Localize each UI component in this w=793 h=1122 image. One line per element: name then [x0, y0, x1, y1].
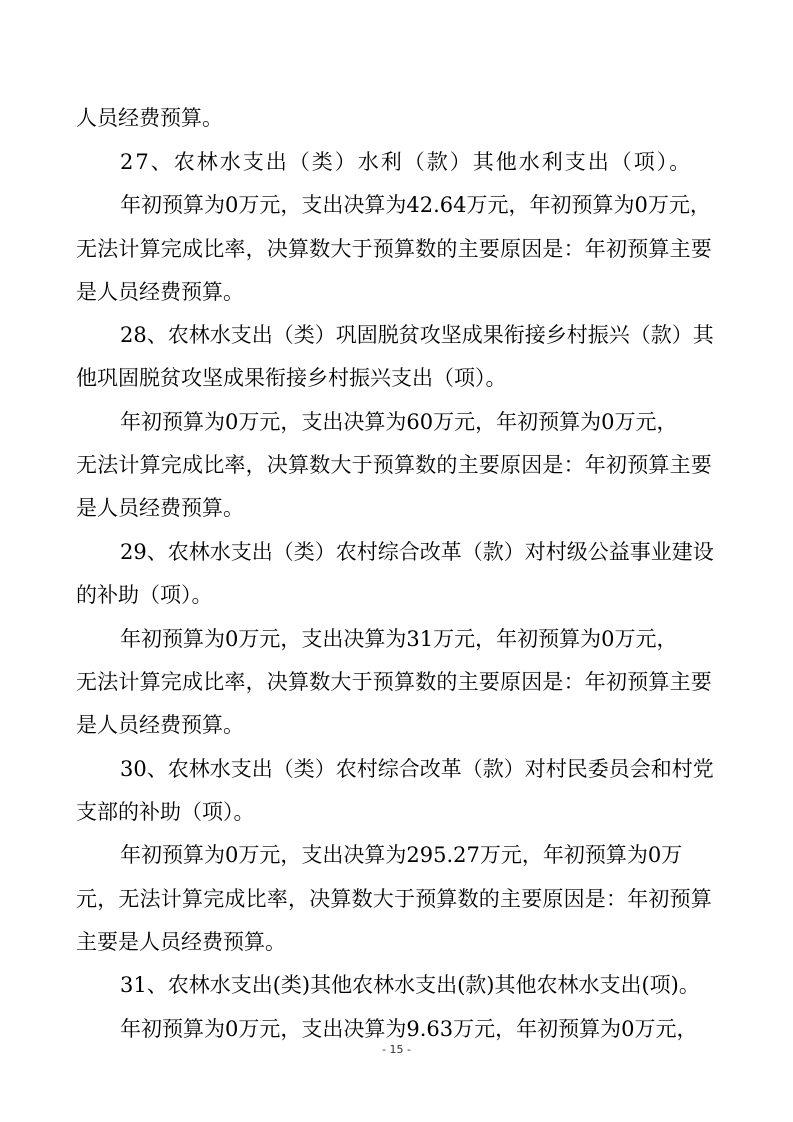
- item-29-text-line-3: 是人员经费预算。: [76, 713, 244, 737]
- item-27-heading: 27、农林水支出（类）水利（款）其他水利支出（项）。: [120, 150, 693, 174]
- item-28-text-line-3: 是人员经费预算。: [76, 496, 244, 520]
- item-27-text-line-1: 年初预算为0万元，支出决算为42.64万元，年初预算为0万元，: [120, 193, 711, 217]
- text-line-continuation: 人员经费预算。: [76, 106, 223, 130]
- item-28-heading-line-2: 他巩固脱贫攻坚成果衔接乡村振兴支出（项）。: [76, 366, 507, 390]
- item-29-text-line-1: 年初预算为0万元，支出决算为31万元，年初预算为0万元，: [120, 627, 678, 651]
- item-30-heading-line-1: 30、农林水支出（类）农村综合改革（款）对村民委员会和村党: [120, 757, 714, 781]
- item-28-heading-line-1: 28、农林水支出（类）巩固脱贫攻坚成果衔接乡村振兴（款）其: [120, 323, 714, 347]
- item-31-text-line-1: 年初预算为0万元，支出决算为9.63万元，年初预算为0万元，: [120, 1017, 698, 1041]
- item-29-heading-line-1: 29、农林水支出（类）农村综合改革（款）对村级公益事业建设: [120, 540, 714, 564]
- item-30-text-line-3: 主要是人员经费预算。: [76, 930, 286, 954]
- item-29-heading-line-2: 的补助（项）。: [76, 583, 213, 607]
- item-27-text-line-3: 是人员经费预算。: [76, 280, 244, 304]
- item-27-text-line-2: 无法计算完成比率，决算数大于预算数的主要原因是：年初预算主要: [76, 237, 712, 261]
- page-number: - 15 -: [382, 1043, 411, 1056]
- item-31-heading: 31、农林水支出(类)其他农林水支出(款)其他农林水支出(项)。: [120, 973, 700, 997]
- item-28-text-line-1: 年初预算为0万元，支出决算为60万元，年初预算为0万元，: [120, 410, 678, 434]
- item-30-text-line-2: 元，无法计算完成比率，决算数大于预算数的主要原因是：年初预算: [76, 887, 712, 911]
- item-29-text-line-2: 无法计算完成比率，决算数大于预算数的主要原因是：年初预算主要: [76, 670, 712, 694]
- item-30-heading-line-2: 支部的补助（项）。: [76, 800, 255, 824]
- item-30-text-line-1: 年初预算为0万元，支出决算为295.27万元，年初预算为0万: [120, 843, 683, 867]
- item-28-text-line-2: 无法计算完成比率，决算数大于预算数的主要原因是：年初预算主要: [76, 453, 712, 477]
